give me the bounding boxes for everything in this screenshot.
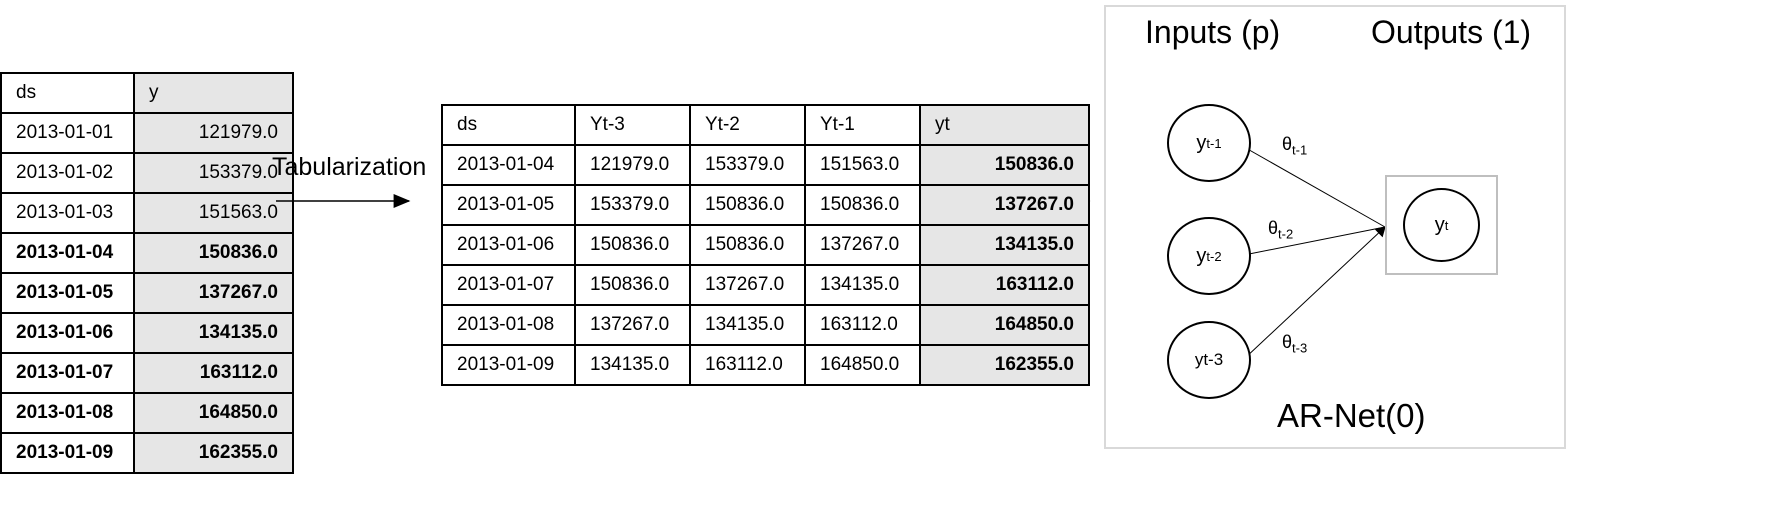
- tabular-lag-cell: 164850.0: [805, 345, 920, 385]
- source-value-cell: 150836.0: [134, 233, 293, 273]
- tabular-lag-cell: 150836.0: [575, 225, 690, 265]
- source-date-cell: 2013-01-05: [1, 273, 134, 313]
- source-date-cell: 2013-01-03: [1, 193, 134, 233]
- tabular-date-cell: 2013-01-04: [442, 145, 575, 185]
- source-value-cell: 153379.0: [134, 153, 293, 193]
- source-date-cell: 2013-01-08: [1, 393, 134, 433]
- tabular-lag-cell: 134135.0: [690, 305, 805, 345]
- output-node: y t: [1403, 188, 1480, 262]
- source-date-cell: 2013-01-04: [1, 233, 134, 273]
- tabular-lag-cell: 137267.0: [690, 265, 805, 305]
- tabular-target-cell: 137267.0: [920, 185, 1089, 225]
- tabular-lag-cell: 121979.0: [575, 145, 690, 185]
- tabular-header-cell: Yt-1: [805, 105, 920, 145]
- ar-net-title: AR-Net(0): [1277, 397, 1426, 434]
- weight-t-2: $\theta_{t-2}$: [1268, 218, 1294, 242]
- tabular-date-cell: 2013-01-06: [442, 225, 575, 265]
- tabular-target-cell: 134135.0: [920, 225, 1089, 265]
- tabular-lag-cell: 150836.0: [575, 265, 690, 305]
- tabular-date-cell: 2013-01-05: [442, 185, 575, 225]
- tabular-lag-cell: 163112.0: [805, 305, 920, 345]
- input-node-t-3: yt-3: [1167, 321, 1251, 399]
- source-value-cell: 121979.0: [134, 113, 293, 153]
- source-date-cell: 2013-01-09: [1, 433, 134, 473]
- edge-t-3: [1244, 227, 1385, 359]
- tabularization-label: Tabularization: [272, 153, 427, 181]
- edge-t-2: [1244, 227, 1385, 255]
- input-node-t-2: y t-2: [1167, 217, 1251, 295]
- tabular-lag-cell: 134135.0: [805, 265, 920, 305]
- tabular-target-cell: 163112.0: [920, 265, 1089, 305]
- source-date-cell: 2013-01-01: [1, 113, 134, 153]
- tabular-lag-cell: 153379.0: [690, 145, 805, 185]
- source-date-cell: 2013-01-06: [1, 313, 134, 353]
- tabular-date-cell: 2013-01-07: [442, 265, 575, 305]
- inputs-heading: Inputs (p): [1145, 14, 1281, 50]
- source-value-cell: 134135.0: [134, 313, 293, 353]
- source-header-cell: y: [134, 73, 293, 113]
- tabular-header-cell: Yt-2: [690, 105, 805, 145]
- tabular-header-cell: Yt-3: [575, 105, 690, 145]
- tabular-lag-cell: 153379.0: [575, 185, 690, 225]
- tabular-header-cell: yt: [920, 105, 1089, 145]
- tabular-target-cell: 162355.0: [920, 345, 1089, 385]
- tabular-lag-cell: 137267.0: [805, 225, 920, 265]
- tabular-date-cell: 2013-01-08: [442, 305, 575, 345]
- tabular-lag-cell: 134135.0: [575, 345, 690, 385]
- source-header-cell: ds: [1, 73, 134, 113]
- source-value-cell: 137267.0: [134, 273, 293, 313]
- tabular-target-cell: 164850.0: [920, 305, 1089, 345]
- tabular-lag-cell: 151563.0: [805, 145, 920, 185]
- tabular-lag-cell: 150836.0: [690, 225, 805, 265]
- tabular-lag-cell: 150836.0: [805, 185, 920, 225]
- edge-t-1: [1244, 147, 1385, 227]
- weight-t-1: $\theta_{t-1}$: [1282, 134, 1308, 158]
- source-value-cell: 164850.0: [134, 393, 293, 433]
- tabular-header-cell: ds: [442, 105, 575, 145]
- tabular-lag-cell: 150836.0: [690, 185, 805, 225]
- source-value-cell: 162355.0: [134, 433, 293, 473]
- tabular-lag-cell: 163112.0: [690, 345, 805, 385]
- source-value-cell: 163112.0: [134, 353, 293, 393]
- tabular-target-cell: 150836.0: [920, 145, 1089, 185]
- weight-t-3: $\theta_{t-3}$: [1282, 332, 1308, 356]
- source-value-cell: 151563.0: [134, 193, 293, 233]
- outputs-heading: Outputs (1): [1371, 14, 1532, 50]
- input-node-t-1: y t-1: [1167, 104, 1251, 182]
- tabular-date-cell: 2013-01-09: [442, 345, 575, 385]
- source-date-cell: 2013-01-02: [1, 153, 134, 193]
- tabular-lag-cell: 137267.0: [575, 305, 690, 345]
- source-date-cell: 2013-01-07: [1, 353, 134, 393]
